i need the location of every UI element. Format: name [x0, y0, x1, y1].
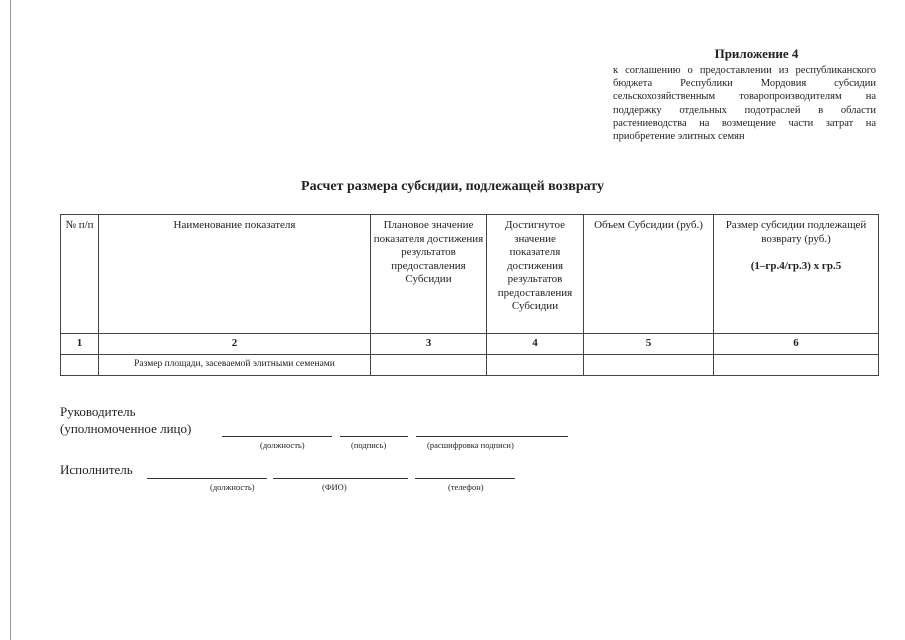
executor-position-line: [147, 478, 267, 479]
header-cell-name: Наименование показателя: [99, 215, 371, 334]
table-header-row: [61, 215, 879, 334]
column-number-1: 1: [61, 334, 99, 355]
appendix-block: [613, 46, 876, 143]
table-number-row: [61, 334, 879, 355]
column-number-5: 5: [584, 334, 714, 355]
table-cell: [714, 355, 879, 376]
executor-caption-phone: (телефон): [448, 482, 484, 492]
table-cell: [487, 355, 584, 376]
executor-phone-line: [415, 478, 515, 479]
executor-caption-name: (ФИО): [322, 482, 347, 492]
page-edge-line: [10, 0, 11, 640]
head-position-line: [222, 436, 332, 437]
column-number-6: 6: [714, 334, 879, 355]
table-cell: [61, 355, 99, 376]
column-number-4: 4: [487, 334, 584, 355]
head-caption-name: (расшифровка подписи): [427, 440, 514, 450]
header-cell-refund: [714, 215, 879, 334]
table-cell: [584, 355, 714, 376]
document-title: Расчет размера субсидии, подлежащей возврату: [301, 179, 604, 194]
header-cell-volume: Объем Субсидии (руб.): [584, 215, 714, 334]
executor-label: Исполнитель: [60, 462, 133, 477]
head-name-line: [416, 436, 568, 437]
head-caption-signature: (подпись): [351, 440, 387, 450]
header-refund-label: Размер субсидии подлежащей возврату (руб.): [725, 219, 867, 245]
header-cell-achieved: Достигнутое значение показателя достижения результатов предоставления Субсидии: [487, 215, 584, 334]
appendix-text: к соглашению о предоставлении из республиканского бюджета Республики Мордовия субсидии сельскохозяйственным товаропроизводителям на поддержку отдельных подотраслей в области растениеводства на возмещение части затрат на приобретение элитных семян: [613, 65, 876, 143]
column-number-3: 3: [371, 334, 487, 355]
head-signature-line: [340, 436, 408, 437]
head-label: Руководитель: [60, 404, 136, 419]
executor-name-line: [273, 478, 408, 479]
table-cell: [371, 355, 487, 376]
table-row: [61, 355, 879, 376]
refund-formula: (1–гр.4/гр.3) х гр.5: [750, 260, 842, 272]
executor-caption-position: (должность): [210, 482, 255, 492]
header-cell-number: № п/п: [61, 215, 99, 334]
head-caption-position: (должность): [260, 440, 305, 450]
appendix-title: Приложение 4: [714, 46, 799, 61]
column-number-2: 2: [99, 334, 371, 355]
table-cell-indicator-name: Размер площади, засеваемой элитными семенами: [99, 355, 371, 376]
header-cell-planned: Плановое значение показателя достижения результатов предоставления Субсидии: [371, 215, 487, 334]
head-authorized-label: (уполномоченное лицо): [60, 421, 192, 436]
calculation-table: [60, 214, 879, 376]
